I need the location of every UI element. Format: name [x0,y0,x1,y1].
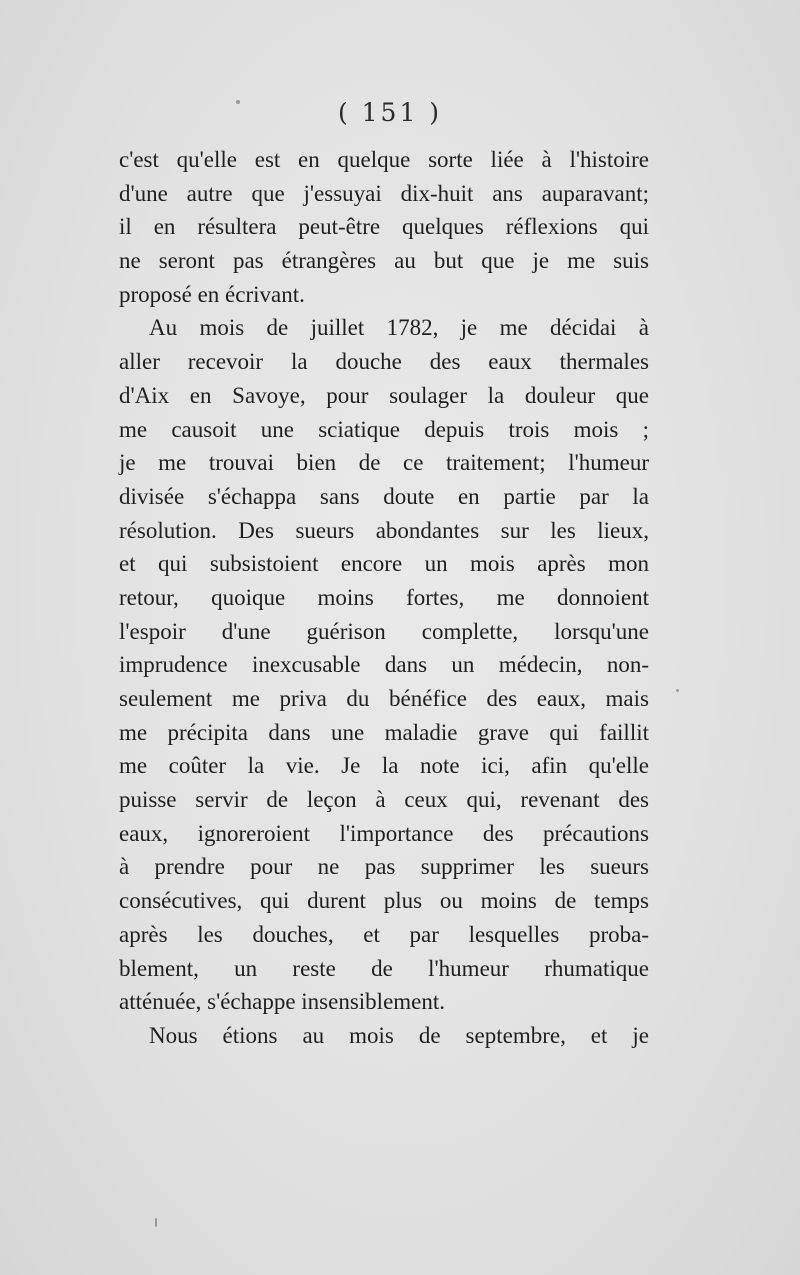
text-line: et qui subsistoient encore un mois après mon [119,551,649,577]
text-line: proposé en écrivant. [119,281,305,307]
text-line: c'est qu'elle est en quelque sorte liée à l'histoire [119,147,649,172]
text-line: consécutives, qui durent plus ou moins de temps [119,888,649,914]
text-line: après les douches, et par lesquelles proba- [119,921,649,947]
text-line: puisse servir de leçon à ceux qui, revenant des [119,787,649,813]
text-line: Au mois de juillet 1782, je me décidai à [149,315,649,341]
paper-speck [155,1218,157,1227]
page-number: ( 151 ) [337,98,443,127]
text-line: imprudence inexcusable dans un médecin, non- [119,652,649,678]
text-line: il en résultera peut-être quelques réflexions qui [119,214,649,240]
text-line: d'une autre que j'essuyai dix-huit ans auparavant; [119,180,649,206]
text-line: à prendre pour ne pas supprimer les sueurs [119,854,649,880]
text-line: seulement me priva du bénéfice des eaux, mais [119,686,649,711]
text-line: atténuée, s'échappe insensiblement. [119,989,446,1015]
text-line: d'Aix en Savoye, pour soulager la douleur que [119,382,649,408]
text-line: l'espoir d'une guérison complette, lorsqu'une [119,618,649,644]
text-line: je me trouvai bien de ce traitement; l'humeur [119,450,649,476]
text-line: résolution. Des sueurs abondantes sur les lieux, [119,517,649,543]
paper-speck [676,689,679,692]
text-line: eaux, ignoreroient l'importance des précautions [119,820,649,846]
text-line: divisée s'échappa sans doute en partie par la [119,483,649,509]
text-line: retour, quoique moins fortes, me donnoient [119,584,649,610]
body-text [119,143,649,1053]
text-line: Nous étions au mois de septembre, et je [149,1022,649,1048]
text-line: aller recevoir la douche des eaux thermales [119,349,649,375]
text-line: ne seront pas étrangères au but que je me suis [119,248,649,274]
text-line: me précipita dans une maladie grave qui faillit [119,719,649,745]
text-line: me causoit une sciatique depuis trois mois ; [119,416,649,442]
text-line: me coûter la vie. Je la note ici, afin qu'elle [119,753,649,779]
text-line: blement, un reste de l'humeur rhumatique [119,955,649,981]
